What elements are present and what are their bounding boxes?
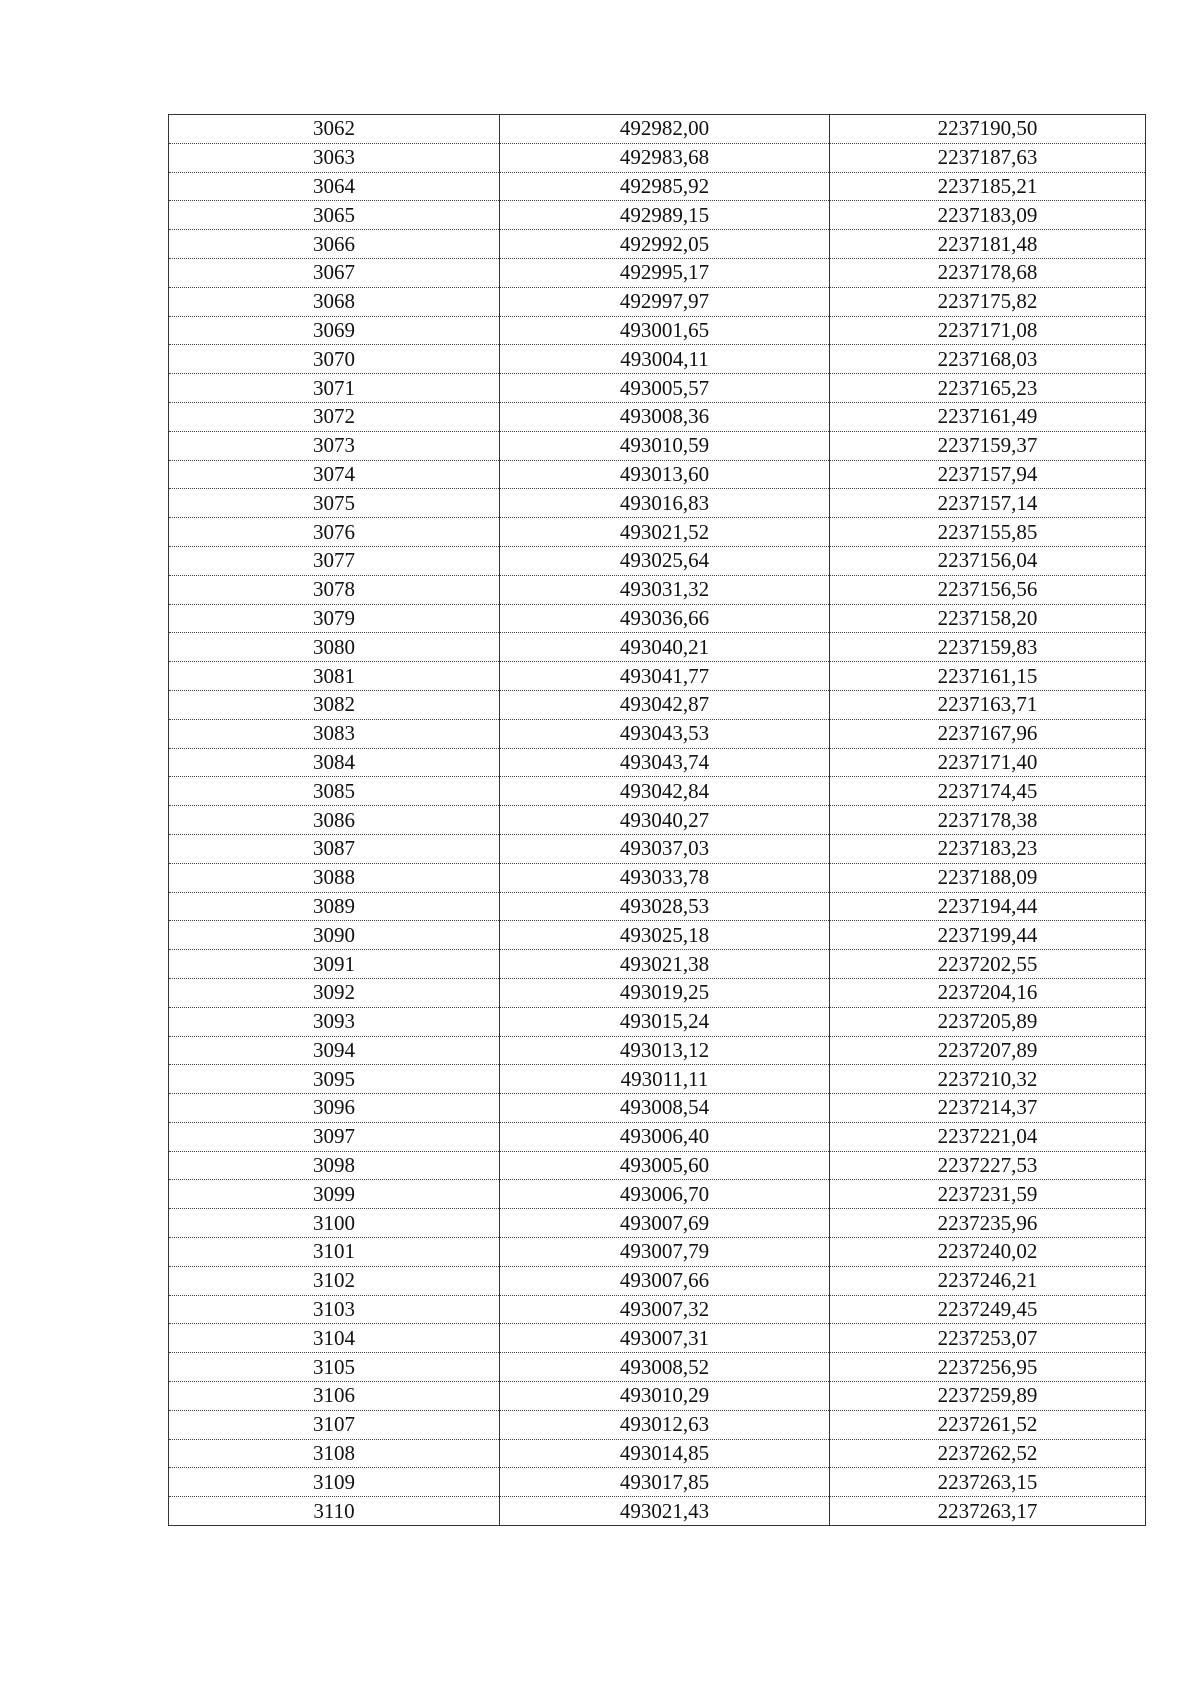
y-coordinate-cell: 2237156,04 <box>830 546 1146 575</box>
x-coordinate-cell: 492989,15 <box>500 201 830 230</box>
y-coordinate-cell: 2237171,08 <box>830 316 1146 345</box>
point-number-cell: 3077 <box>169 546 500 575</box>
point-number-cell: 3080 <box>169 633 500 662</box>
x-coordinate-cell: 493015,24 <box>500 1007 830 1036</box>
x-coordinate-cell: 493019,25 <box>500 978 830 1007</box>
y-coordinate-cell: 2237253,07 <box>830 1324 1146 1353</box>
y-coordinate-cell: 2237178,68 <box>830 258 1146 287</box>
point-number-cell: 3105 <box>169 1353 500 1382</box>
x-coordinate-cell: 493008,52 <box>500 1353 830 1382</box>
y-coordinate-cell: 2237249,45 <box>830 1295 1146 1324</box>
y-coordinate-cell: 2237262,52 <box>830 1439 1146 1468</box>
point-number-cell: 3104 <box>169 1324 500 1353</box>
table-row <box>169 1036 1146 1065</box>
table-row <box>169 1439 1146 1468</box>
point-number-cell: 3092 <box>169 978 500 1007</box>
table-row <box>169 633 1146 662</box>
x-coordinate-cell: 493008,36 <box>500 402 830 431</box>
point-number-cell: 3082 <box>169 690 500 719</box>
point-number-cell: 3097 <box>169 1122 500 1151</box>
table-row <box>169 115 1146 144</box>
y-coordinate-cell: 2237187,63 <box>830 143 1146 172</box>
x-coordinate-cell: 493010,59 <box>500 431 830 460</box>
y-coordinate-cell: 2237210,32 <box>830 1065 1146 1094</box>
y-coordinate-cell: 2237261,52 <box>830 1410 1146 1439</box>
point-number-cell: 3074 <box>169 460 500 489</box>
y-coordinate-cell: 2237205,89 <box>830 1007 1146 1036</box>
x-coordinate-cell: 493006,70 <box>500 1180 830 1209</box>
y-coordinate-cell: 2237231,59 <box>830 1180 1146 1209</box>
y-coordinate-cell: 2237156,56 <box>830 575 1146 604</box>
y-coordinate-cell: 2237263,15 <box>830 1468 1146 1497</box>
y-coordinate-cell: 2237204,16 <box>830 978 1146 1007</box>
x-coordinate-cell: 493043,74 <box>500 748 830 777</box>
point-number-cell: 3068 <box>169 287 500 316</box>
y-coordinate-cell: 2237181,48 <box>830 230 1146 259</box>
y-coordinate-cell: 2237190,50 <box>830 115 1146 144</box>
table-row <box>169 345 1146 374</box>
table-row <box>169 1410 1146 1439</box>
x-coordinate-cell: 492997,97 <box>500 287 830 316</box>
x-coordinate-cell: 493017,85 <box>500 1468 830 1497</box>
point-number-cell: 3089 <box>169 892 500 921</box>
x-coordinate-cell: 493001,65 <box>500 316 830 345</box>
point-number-cell: 3063 <box>169 143 500 172</box>
point-number-cell: 3083 <box>169 719 500 748</box>
table-row <box>169 1007 1146 1036</box>
y-coordinate-cell: 2237171,40 <box>830 748 1146 777</box>
y-coordinate-cell: 2237158,20 <box>830 604 1146 633</box>
x-coordinate-cell: 493042,87 <box>500 690 830 719</box>
point-number-cell: 3078 <box>169 575 500 604</box>
point-number-cell: 3064 <box>169 172 500 201</box>
x-coordinate-cell: 492983,68 <box>500 143 830 172</box>
table-row <box>169 374 1146 403</box>
table-row <box>169 431 1146 460</box>
x-coordinate-cell: 493014,85 <box>500 1439 830 1468</box>
table-row <box>169 1382 1146 1411</box>
x-coordinate-cell: 493004,11 <box>500 345 830 374</box>
x-coordinate-cell: 493021,38 <box>500 950 830 979</box>
x-coordinate-cell: 493007,31 <box>500 1324 830 1353</box>
y-coordinate-cell: 2237246,21 <box>830 1266 1146 1295</box>
table-row <box>169 690 1146 719</box>
table-row <box>169 950 1146 979</box>
x-coordinate-cell: 493040,27 <box>500 806 830 835</box>
point-number-cell: 3095 <box>169 1065 500 1094</box>
y-coordinate-cell: 2237157,14 <box>830 489 1146 518</box>
table-row <box>169 863 1146 892</box>
point-number-cell: 3072 <box>169 402 500 431</box>
y-coordinate-cell: 2237240,02 <box>830 1238 1146 1267</box>
point-number-cell: 3093 <box>169 1007 500 1036</box>
coordinates-table <box>168 114 1146 1526</box>
point-number-cell: 3094 <box>169 1036 500 1065</box>
table-row <box>169 201 1146 230</box>
point-number-cell: 3106 <box>169 1382 500 1411</box>
table-row <box>169 662 1146 691</box>
y-coordinate-cell: 2237235,96 <box>830 1209 1146 1238</box>
x-coordinate-cell: 493006,40 <box>500 1122 830 1151</box>
table-row <box>169 1468 1146 1497</box>
y-coordinate-cell: 2237207,89 <box>830 1036 1146 1065</box>
y-coordinate-cell: 2237256,95 <box>830 1353 1146 1382</box>
x-coordinate-cell: 493028,53 <box>500 892 830 921</box>
y-coordinate-cell: 2237221,04 <box>830 1122 1146 1151</box>
x-coordinate-cell: 492992,05 <box>500 230 830 259</box>
point-number-cell: 3062 <box>169 115 500 144</box>
table-row <box>169 575 1146 604</box>
table-row <box>169 546 1146 575</box>
point-number-cell: 3099 <box>169 1180 500 1209</box>
x-coordinate-cell: 492985,92 <box>500 172 830 201</box>
y-coordinate-cell: 2237227,53 <box>830 1151 1146 1180</box>
point-number-cell: 3073 <box>169 431 500 460</box>
table-row <box>169 1324 1146 1353</box>
point-number-cell: 3107 <box>169 1410 500 1439</box>
table-row <box>169 1094 1146 1123</box>
coordinates-table-body <box>169 115 1146 1526</box>
y-coordinate-cell: 2237178,38 <box>830 806 1146 835</box>
x-coordinate-cell: 493021,43 <box>500 1497 830 1526</box>
point-number-cell: 3103 <box>169 1295 500 1324</box>
table-row <box>169 1180 1146 1209</box>
x-coordinate-cell: 493013,60 <box>500 460 830 489</box>
point-number-cell: 3085 <box>169 777 500 806</box>
table-row <box>169 258 1146 287</box>
point-number-cell: 3090 <box>169 921 500 950</box>
point-number-cell: 3086 <box>169 806 500 835</box>
x-coordinate-cell: 493005,57 <box>500 374 830 403</box>
table-row <box>169 777 1146 806</box>
x-coordinate-cell: 493007,66 <box>500 1266 830 1295</box>
y-coordinate-cell: 2237161,15 <box>830 662 1146 691</box>
x-coordinate-cell: 493007,32 <box>500 1295 830 1324</box>
table-row <box>169 402 1146 431</box>
point-number-cell: 3076 <box>169 518 500 547</box>
x-coordinate-cell: 493037,03 <box>500 834 830 863</box>
table-row <box>169 1266 1146 1295</box>
point-number-cell: 3098 <box>169 1151 500 1180</box>
table-row <box>169 1295 1146 1324</box>
table-row <box>169 1497 1146 1526</box>
x-coordinate-cell: 493007,79 <box>500 1238 830 1267</box>
point-number-cell: 3065 <box>169 201 500 230</box>
y-coordinate-cell: 2237161,49 <box>830 402 1146 431</box>
x-coordinate-cell: 493007,69 <box>500 1209 830 1238</box>
table-row <box>169 748 1146 777</box>
x-coordinate-cell: 493012,63 <box>500 1410 830 1439</box>
y-coordinate-cell: 2237175,82 <box>830 287 1146 316</box>
x-coordinate-cell: 493031,32 <box>500 575 830 604</box>
point-number-cell: 3084 <box>169 748 500 777</box>
table-row <box>169 518 1146 547</box>
x-coordinate-cell: 493033,78 <box>500 863 830 892</box>
y-coordinate-cell: 2237157,94 <box>830 460 1146 489</box>
y-coordinate-cell: 2237199,44 <box>830 921 1146 950</box>
point-number-cell: 3071 <box>169 374 500 403</box>
x-coordinate-cell: 493041,77 <box>500 662 830 691</box>
table-row <box>169 1122 1146 1151</box>
table-row <box>169 806 1146 835</box>
table-row <box>169 316 1146 345</box>
table-row <box>169 978 1146 1007</box>
x-coordinate-cell: 493010,29 <box>500 1382 830 1411</box>
y-coordinate-cell: 2237259,89 <box>830 1382 1146 1411</box>
y-coordinate-cell: 2237183,23 <box>830 834 1146 863</box>
table-row <box>169 230 1146 259</box>
x-coordinate-cell: 492995,17 <box>500 258 830 287</box>
point-number-cell: 3108 <box>169 1439 500 1468</box>
point-number-cell: 3101 <box>169 1238 500 1267</box>
point-number-cell: 3100 <box>169 1209 500 1238</box>
x-coordinate-cell: 493011,11 <box>500 1065 830 1094</box>
y-coordinate-cell: 2237188,09 <box>830 863 1146 892</box>
y-coordinate-cell: 2237185,21 <box>830 172 1146 201</box>
table-row <box>169 489 1146 518</box>
point-number-cell: 3087 <box>169 834 500 863</box>
point-number-cell: 3079 <box>169 604 500 633</box>
x-coordinate-cell: 493043,53 <box>500 719 830 748</box>
y-coordinate-cell: 2237214,37 <box>830 1094 1146 1123</box>
x-coordinate-cell: 493025,64 <box>500 546 830 575</box>
point-number-cell: 3081 <box>169 662 500 691</box>
table-row <box>169 719 1146 748</box>
table-row <box>169 287 1146 316</box>
y-coordinate-cell: 2237194,44 <box>830 892 1146 921</box>
x-coordinate-cell: 493036,66 <box>500 604 830 633</box>
point-number-cell: 3088 <box>169 863 500 892</box>
x-coordinate-cell: 493025,18 <box>500 921 830 950</box>
point-number-cell: 3067 <box>169 258 500 287</box>
point-number-cell: 3070 <box>169 345 500 374</box>
y-coordinate-cell: 2237159,83 <box>830 633 1146 662</box>
x-coordinate-cell: 493005,60 <box>500 1151 830 1180</box>
y-coordinate-cell: 2237202,55 <box>830 950 1146 979</box>
table-row <box>169 172 1146 201</box>
x-coordinate-cell: 493016,83 <box>500 489 830 518</box>
y-coordinate-cell: 2237155,85 <box>830 518 1146 547</box>
x-coordinate-cell: 493042,84 <box>500 777 830 806</box>
point-number-cell: 3109 <box>169 1468 500 1497</box>
table-row <box>169 892 1146 921</box>
y-coordinate-cell: 2237159,37 <box>830 431 1146 460</box>
x-coordinate-cell: 493021,52 <box>500 518 830 547</box>
table-row <box>169 921 1146 950</box>
x-coordinate-cell: 493040,21 <box>500 633 830 662</box>
point-number-cell: 3110 <box>169 1497 500 1526</box>
table-row <box>169 1209 1146 1238</box>
point-number-cell: 3102 <box>169 1266 500 1295</box>
point-number-cell: 3096 <box>169 1094 500 1123</box>
x-coordinate-cell: 493013,12 <box>500 1036 830 1065</box>
point-number-cell: 3075 <box>169 489 500 518</box>
x-coordinate-cell: 493008,54 <box>500 1094 830 1123</box>
y-coordinate-cell: 2237165,23 <box>830 374 1146 403</box>
y-coordinate-cell: 2237163,71 <box>830 690 1146 719</box>
table-row <box>169 1151 1146 1180</box>
point-number-cell: 3066 <box>169 230 500 259</box>
y-coordinate-cell: 2237263,17 <box>830 1497 1146 1526</box>
x-coordinate-cell: 492982,00 <box>500 115 830 144</box>
point-number-cell: 3091 <box>169 950 500 979</box>
table-row <box>169 143 1146 172</box>
table-row <box>169 1238 1146 1267</box>
y-coordinate-cell: 2237183,09 <box>830 201 1146 230</box>
y-coordinate-cell: 2237168,03 <box>830 345 1146 374</box>
point-number-cell: 3069 <box>169 316 500 345</box>
y-coordinate-cell: 2237167,96 <box>830 719 1146 748</box>
table-row <box>169 1065 1146 1094</box>
table-row <box>169 834 1146 863</box>
table-row <box>169 1353 1146 1382</box>
table-row <box>169 604 1146 633</box>
y-coordinate-cell: 2237174,45 <box>830 777 1146 806</box>
table-row <box>169 460 1146 489</box>
